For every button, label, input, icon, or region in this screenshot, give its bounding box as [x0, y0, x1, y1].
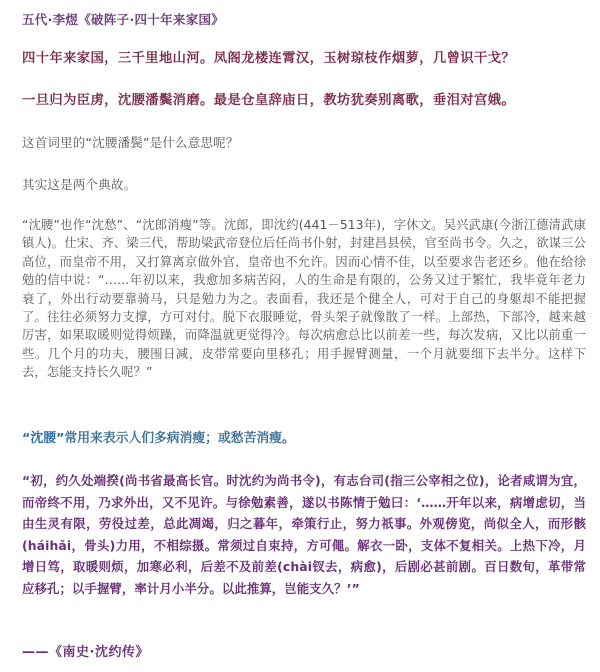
- poem-line-1: 四十年来家国，三千里地山河。凤阁龙楼连霄汉，玉树琼枝作烟萝，几曾识干戈？: [22, 51, 516, 66]
- meaning-term: “沈腰”: [22, 431, 65, 446]
- question-text: 这首词里的“沈腰潘鬓”是什么意思呢？: [22, 135, 239, 150]
- explanation-paragraph: “沈腰”也作“沈愁”、“沈郎消瘦”等。沈郎，即沈约(441－513年)，字休文。吴兴武康(今浙江德清武康镇人)。仕宋、齐、梁三代，帮助梁武帝登位后任尚书仆射，封建昌县侯，官至尚书令。久之，欲谋三公高位，而皇帝不用，又打算离京做外官，皇帝也不允许。因而心情不佳，以至要求告老还乡。他在给徐勉的信中说：“……年初以来，我愈加多病苦闷，人的生命是有限的，公务又过于繁忙，我毕竟年老力衰了，外出行动要靠骑马，只是勉力为之。表面看，我还是个健全人，可对于自己的身躯却不能把握了。往往必须努力支撑，方可对付。脱下衣服睡觉，骨头架子就像散了一样。上部热，下部冷，越来越厉害，如果取暖则觉得烦躁，而降温就更觉得冷。每次病愈总比以前差一些，每次发病，又比以前重一些。几个月的功夫，腰围日减，皮带常要向里移孔；用手握臂测量，一个月就要细下去半分。这样下去，怎能支持长久呢？”: [22, 218, 586, 380]
- meaning-rest: 常用来表示人们多病消瘦；或愁苦消瘦。: [64, 431, 295, 446]
- historical-quote: “初，约久处端揆(尚书省最高长官。时沈约为尚书令)，有志台司(指三公宰相之位)，论者咸谓为宜，而帝终不用，乃求外出，又不见许。与徐勉素善，遂以书陈情于勉曰：‘……开年以来，病增虑切，当由生灵有限，劳役过差，总此凋竭，归之暮年，牵策行止，努力祇事。外观傍览，尚似全人，而形骸(háihǎi，骨头)力用，不相综摄。常须过自束持，方可僶。解衣一卧，支体不复相关。上热下冷，月增日笃，取暖则烦，加寒必利，后差不及前差(chài钗去，病愈)，后剧必甚前剧。百日数旬，革带常应移孔；以手握臂，率计月小半分。以此推算，岂能支久？’”: [22, 473, 586, 596]
- poem-title: 五代·李煜《破阵子·四十年来家国》: [22, 12, 225, 27]
- answer-intro: 其实这是两个典故。: [22, 177, 137, 192]
- quote-source: ——《南史·沈约传》: [22, 645, 149, 660]
- meaning-summary: [22, 430, 582, 448]
- poem-line-2: 一旦归为臣虏，沈腰潘鬓消磨。最是仓皇辞庙日，教坊犹奏别离歌，垂泪对宫娥。: [22, 93, 516, 108]
